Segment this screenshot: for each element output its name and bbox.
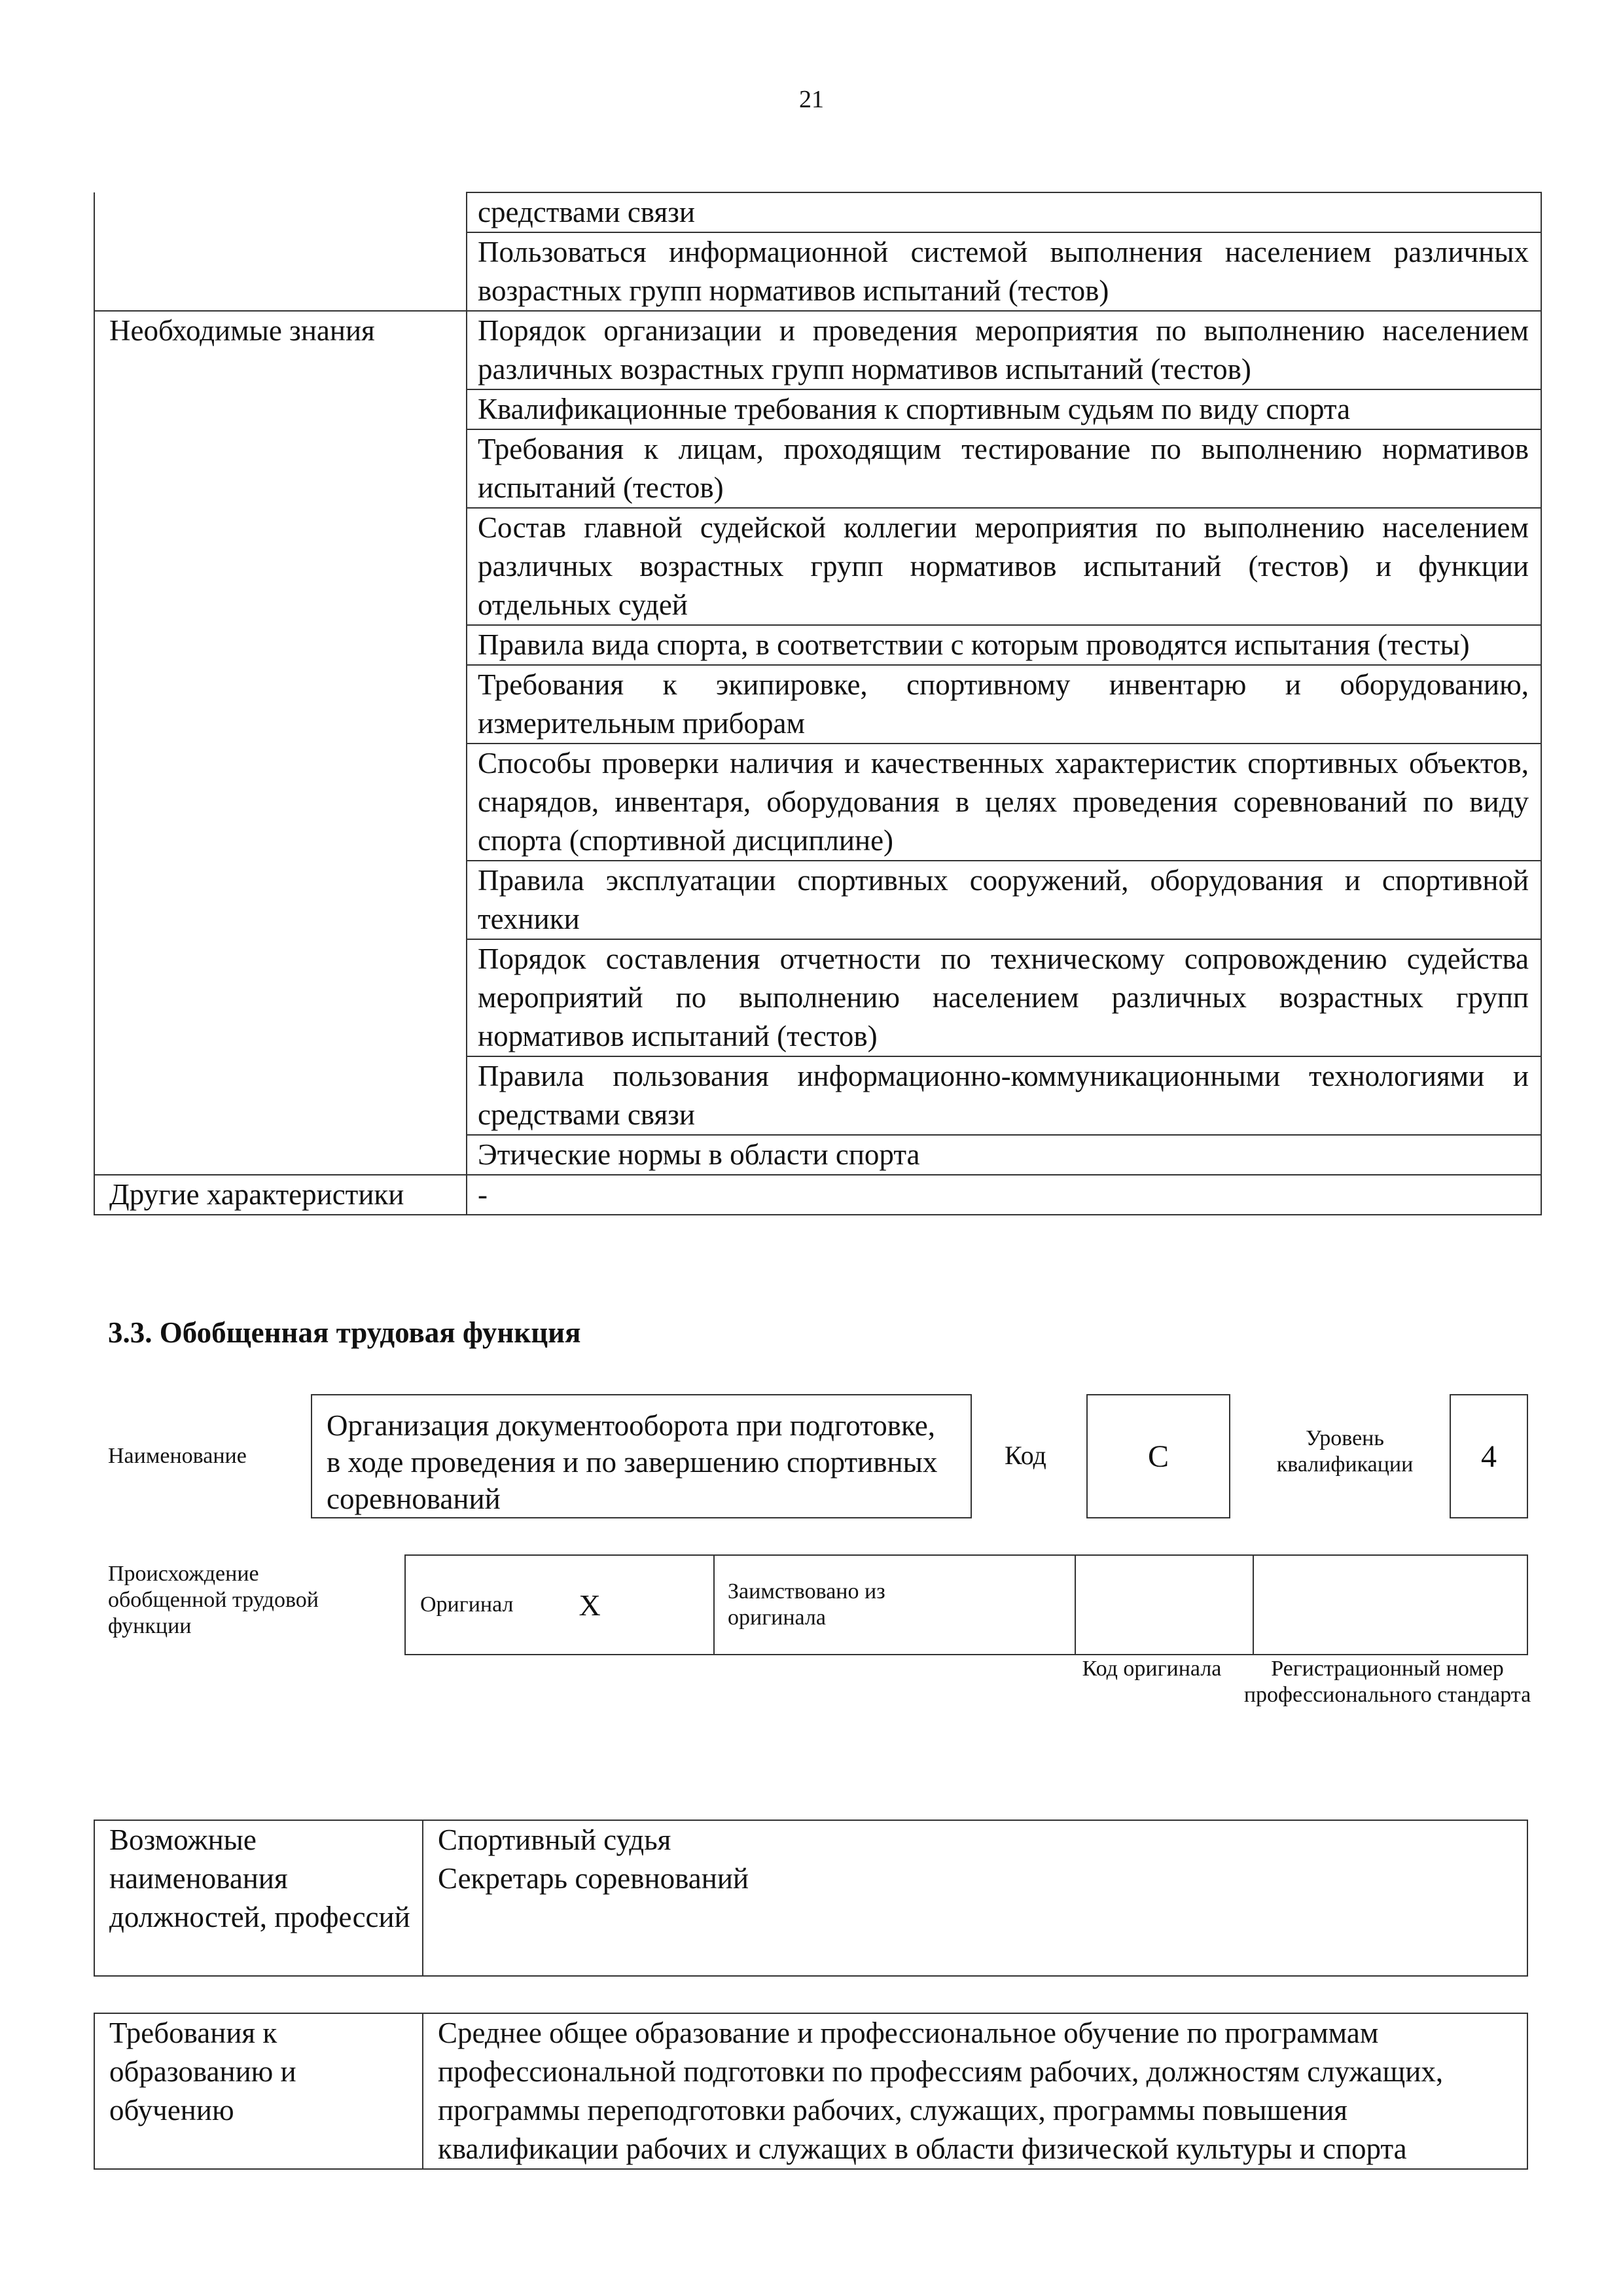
code-value: C — [1086, 1394, 1230, 1518]
page-number: 21 — [799, 86, 824, 113]
row-label — [94, 429, 467, 508]
origin-label: Происхождение обобщенной трудовой функции — [108, 1562, 319, 1638]
section-title: 3.3. Обобщенная трудовая функция — [108, 1316, 581, 1349]
row-label — [94, 508, 467, 625]
positions-values — [423, 1820, 1527, 1976]
row-value: Пользоваться информационной системой выполнения населением различных возрастных групп нормативов испытаний (тестов) — [467, 232, 1541, 311]
name-label: Наименование — [108, 1444, 247, 1468]
original-label: Оригинал — [420, 1592, 514, 1617]
row-label — [94, 1135, 467, 1175]
education-value: Среднее общее образование и профессиональное обучение по программам профессиональной подготовки по профессиям рабочих, должностям служащих, программы переподготовки рабочих, служащих, программы повышения квалификации рабочих и служащих в области физической культуры и спорта — [423, 2013, 1527, 2169]
borrowed-label: Заимствовано из оригинала — [728, 1579, 885, 1630]
row-value: Состав главной судейской коллегии мероприятия по выполнению населением различных возрастных групп нормативов испытаний (тестов) и функции отдельных судей — [467, 508, 1541, 625]
reg-number-caption: Регистрационный номер профессионального стандарта — [1243, 1657, 1531, 1707]
position-item: Секретарь соревнований — [438, 1862, 749, 1895]
origin-code-cell — [1075, 1555, 1253, 1655]
row-value: Порядок составления отчетности по техническому сопровождению судейства мероприятий по выполнению населением различных возрастных групп нормативов испытаний (тестов) — [467, 939, 1541, 1056]
row-label — [94, 1056, 467, 1135]
row-value: Правила пользования информационно-коммуникационными технологиями и средствами связи — [467, 1056, 1541, 1135]
origin-table — [404, 1554, 1528, 1655]
row-label — [94, 232, 467, 311]
level-value: 4 — [1450, 1394, 1528, 1518]
table-row — [94, 1175, 1541, 1215]
row-value: Способы проверки наличия и качественных характеристик спортивных объектов, снарядов, инвентаря, оборудования в целях проведения соревнований по виду спорта (спортивной дисциплине) — [467, 744, 1541, 861]
row-label — [94, 939, 467, 1056]
table-row — [94, 744, 1541, 861]
table-row — [94, 429, 1541, 508]
origin-reg-cell — [1253, 1555, 1527, 1655]
table-row — [94, 311, 1541, 389]
table-row — [94, 665, 1541, 744]
positions-table — [94, 1820, 1528, 1977]
code-label: Код — [1005, 1441, 1046, 1470]
table-row — [94, 861, 1541, 939]
row-label — [94, 192, 467, 232]
row-label — [94, 625, 467, 665]
education-label: Требования к образованию и обучению — [94, 2013, 423, 2169]
table-row — [94, 625, 1541, 665]
table-row — [94, 389, 1541, 429]
table-row — [94, 1135, 1541, 1175]
row-label: Другие характеристики — [94, 1175, 467, 1215]
row-value: Этические нормы в области спорта — [467, 1135, 1541, 1175]
position-item: Спортивный судья — [438, 1823, 671, 1856]
table-row — [94, 939, 1541, 1056]
row-value: Порядок организации и проведения мероприятия по выполнению населением различных возрастных групп нормативов испытаний (тестов) — [467, 311, 1541, 389]
row-value: средствами связи — [467, 192, 1541, 232]
knowledge-table — [94, 192, 1542, 1215]
table-row — [94, 508, 1541, 625]
table-row — [94, 1056, 1541, 1135]
education-table — [94, 2013, 1528, 2170]
row-value: Требования к экипировке, спортивному инвентарю и оборудованию, измерительным приборам — [467, 665, 1541, 744]
origin-borrowed-cell — [714, 1555, 1075, 1655]
row-label — [94, 861, 467, 939]
row-label — [94, 744, 467, 861]
table-row — [94, 232, 1541, 311]
row-value: - — [467, 1175, 1541, 1215]
row-label — [94, 665, 467, 744]
level-label: Уровень квалификации — [1276, 1426, 1414, 1477]
origin-original-cell — [405, 1555, 714, 1655]
row-label: Необходимые знания — [94, 311, 467, 389]
row-label — [94, 389, 467, 429]
row-value: Правила эксплуатации спортивных сооружений, оборудования и спортивной техники — [467, 861, 1541, 939]
row-value: Квалификационные требования к спортивным судьям по виду спорта — [467, 389, 1541, 429]
row-value: Правила вида спорта, в соответствии с которым проводятся испытания (тесты) — [467, 625, 1541, 665]
name-value: Организация документооборота при подготовке, в ходе проведения и по завершению спортивных соревнований — [311, 1394, 972, 1518]
table-row — [94, 192, 1541, 232]
original-mark: X — [579, 1588, 601, 1622]
row-value: Требования к лицам, проходящим тестирование по выполнению нормативов испытаний (тестов) — [467, 429, 1541, 508]
code-original-caption: Код оригинала — [1082, 1657, 1222, 1681]
positions-label: Возможные наименования должностей, профессий — [94, 1820, 423, 1976]
